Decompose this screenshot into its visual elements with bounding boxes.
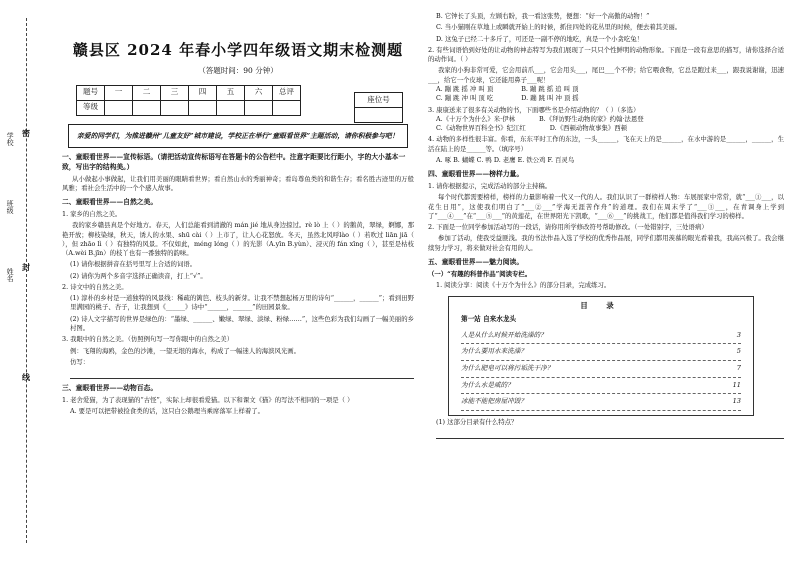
grade-label: 等级 — [77, 100, 105, 115]
toc-entry: 为什么要用水来洗澡？ — [461, 347, 527, 356]
q2-2: (2) 诗人文字描写的世界是绿色的：“墨绿、______、嫩绿、翠绿、淡绿、粉绿……”，这些色彩为我们勾画了一幅美丽的乡村图。 — [70, 314, 414, 333]
score-header-cell: 六 — [245, 85, 273, 100]
toc-chapter-text: 第一站 自来水龙头 — [461, 315, 517, 324]
r-q2-option-c: C. 蹦 跳 冲 叫 顶 吃 — [436, 94, 494, 103]
school-field[interactable]: 学校 — [6, 132, 15, 146]
toc-page: 5 — [736, 347, 741, 356]
q3-imitate-label: 仿写： — [70, 357, 90, 366]
toc-chapter-heading — [461, 312, 741, 328]
r-q2-passage: 我家的小狗非常可爱，它会用前爪___，它会用头___，尾巴___个不停；给它喂食物，它总是跑过来___，跟我说谢谢，迅速___，给它一个皮球，它还能用鼻子___呢！ — [428, 66, 784, 84]
score-header-cell: 一 — [105, 85, 133, 100]
section-4-heading: 四、童眼看世界——榜样力量。 — [428, 170, 524, 179]
q2-1: (1) 淳朴的乡村是一道独特的风景线：稀疏的篱笆、枝头的新芽。让我不禁想起杨万里的诗句“______，______”；看到田野里满园的桃子、杏子，让我想到《______》诗中“______，______”的田园景象。 — [70, 294, 414, 312]
s4-q1-passage: 每个时代都需要榜样，榜样的力量影响着一代又一代的人。我们认识了一群榜样人物：车展展家中常常，就“___①___，以花生日用”，这使我们明白了“___②___”学海无涯苦作舟”的道理。我们在周末学了“___③___，在青调身上学到了“___④___”在“___⑤___”的黄莲花，在世界阳光下凯歌，“___⑥___”的挑战工，他们都是值得我们学习的榜样。 — [428, 193, 784, 220]
toc-entry: 为什么肥皂可以将污垢洗干净？ — [461, 363, 554, 372]
toc-entry: 人是从什么时候开始洗澡的？ — [461, 330, 547, 339]
section-5-heading: 五、童眼看世界——魅力阅读。 — [428, 258, 524, 267]
s5-subheading: （一）“有趣的科普作品”阅读专栏。 — [428, 269, 532, 278]
toc-page: 3 — [736, 330, 741, 339]
toc-entry: 为什么水是咸的？ — [461, 380, 514, 389]
r-q3-options-row1 — [428, 115, 784, 124]
grade-cell[interactable] — [273, 100, 301, 115]
grade-cell[interactable] — [161, 100, 189, 115]
exam-timing: （答题时间：90 分钟） — [198, 65, 278, 75]
seat-cell[interactable] — [355, 108, 403, 123]
score-header-cell: 五 — [217, 85, 245, 100]
q2-heading: 2. 诗文中的自然之美。 — [62, 282, 128, 291]
binding-feng: 封 — [22, 262, 30, 272]
q3-heading: 3. 我眼中的自然之美。（仿照例句写一写你眼中的自然之美） — [62, 335, 234, 344]
right-column — [428, 10, 784, 555]
score-header-cell: 题号 — [77, 85, 105, 100]
score-header-cell: 三 — [161, 85, 189, 100]
section-1-passage: 从小做起小事做起，让我们用美丽的眼睛看世界；看自然山水的秀丽神奇；看岛尊鱼类的和谐生存；看名胜古迹里的万般风雅；看社会生活中的一个个感人故事。 — [62, 174, 414, 192]
q3-1-option-a: A. 要是可以把带被捡食类的话，这只白公鹅理当乘席落军上样着了。 — [70, 407, 265, 416]
s4-q2-passage: 参加了活动，使我受益匪浅。我的书法作品入选了学校的优秀作品展，同学们都用羡慕的眼光看着我，我高兴极了。我会继续努力学习，将来做对社会有用的人。 — [428, 234, 784, 252]
toc-row — [461, 361, 741, 378]
exam-title: 赣县区 2024 年春小学四年级语文期末检测题 — [72, 41, 404, 59]
binding-dashed-line — [26, 18, 27, 543]
toc-page: 13 — [732, 397, 741, 406]
grade-cell[interactable] — [105, 100, 133, 115]
score-header-cell: 四 — [189, 85, 217, 100]
toc-row — [461, 394, 741, 411]
class-field[interactable]: 班级 — [6, 200, 15, 214]
score-header-cell: 二 — [133, 85, 161, 100]
r-q3-option-d: D.《西顿动物故事集》西顿 — [549, 124, 628, 133]
answer-line[interactable] — [70, 370, 414, 379]
left-column — [62, 12, 414, 552]
q1b: (2) 请你为两个多音字选择正确读音，打上“√”。 — [70, 271, 207, 280]
option-c: C. 当小猫刚在草地上或瞬就开始上的时候，抓住四处的花丛里的时候，便去着其美丽。 — [436, 23, 682, 32]
toc-title: 目 录 — [580, 301, 622, 311]
r-q3-option-b: B.《拜访野生动物的家》约翰·法恩登 — [538, 114, 644, 123]
grade-cell[interactable] — [189, 100, 217, 115]
binding-margin — [0, 0, 60, 561]
r-q4: 4. 动物的多样性很丰富。你看，东东平时工作的东边，一头______，飞在天上的是______，在水中游的是______，______，生活在陆上的是______等。（填序号） — [428, 135, 784, 153]
r-q2-options-row1 — [428, 85, 784, 94]
q3-1: 1. 老舍爱猫，为了表现猫的“古怪”，实际上却很看爱猫。以下和课文《猫》的写法不相同的一项是（ ） — [62, 396, 354, 405]
q1a: (1) 请你根据拼音在括号里写上合适的词语。 — [70, 260, 197, 269]
binding-xian: 线 — [22, 372, 30, 382]
r-q3-option-a: A.《十万个为什么》米·伊林 — [436, 114, 515, 123]
q3-example: 例：飞翔的海鸥，金色的沙滩，一望无垠的海水，构成了一幅迷人的海滨风光画。 — [70, 346, 301, 355]
binding-mi: 密 — [22, 128, 30, 138]
name-field[interactable]: 姓名 — [6, 268, 15, 282]
score-header-cell: 总评 — [273, 85, 301, 100]
seat-label: 座位号 — [355, 93, 403, 108]
table-of-contents — [448, 296, 754, 415]
grade-cell[interactable] — [245, 100, 273, 115]
seat-table — [354, 92, 403, 123]
r-q3: 3. 康康送来了很多有关动物的书，下面哪些书是介绍动物的？（ ）（多选） — [428, 105, 640, 114]
score-table — [76, 85, 301, 116]
toc-row — [461, 328, 741, 345]
section-1-heading: 一、童眼看世界——宣传标语。（请把活动宣传标语写在答题卡的公告栏中。注意字距要比行距小，字的大小基本一致，写出字的结构美。） — [62, 152, 406, 171]
r-q3-option-c: C.《动物世界百科全书》纪江红 — [436, 124, 526, 133]
toc-row — [461, 378, 741, 395]
toc-entry: 冰能不能把房屋冲毁？ — [461, 397, 527, 406]
q1-heading: 1. 家乡的自然之美。 — [62, 209, 122, 218]
r-q2-option-d: D. 蹦 跳 叫 冲 顶 摇 — [521, 94, 579, 103]
notice-box: 亲爱的同学们，为推进赣州“儿童友好”城市建设，学校正在举行“童眼看世界”主题活动，请你积极参与吧！ — [68, 124, 408, 148]
toc-page: 11 — [732, 380, 741, 389]
last-question: (1) 这部分目录有什么特点？ — [436, 417, 518, 426]
grade-cell[interactable] — [133, 100, 161, 115]
r-q2-option-b: B. 蹦 跳 摇 追 叫 顶 — [521, 84, 579, 93]
section-3-heading: 三、童眼看世界——动物百态。 — [62, 384, 158, 393]
r-q2-option-a: A. 蹦 跳 摇 冲 叫 顶 — [436, 84, 494, 93]
r-q3-options-row2 — [428, 124, 784, 133]
r-q4-options: A. 啄 B. 蝴蝶 C. 鸭 D. 老鹰 E. 铁公鸡 F. 百灵鸟 — [436, 155, 575, 164]
q1-passage: 我的家乡赣县真是个好地方。春天，人们总能看到清澈的 mán jié 地从身边掠过。rè lò 上（ ）的鹅黄，翠绿，婀娜，那艳开放；柳枝染绿，秋天，诱人的水果、shū cài（ ）上市了，让人心花怒放。冬天，虽然北风呼lào（ ）若吹过 liān jiā（ ），但 zhāo lì（ ）有独特的风景。不仅如此，méng lóng（ ）的光影（A.yīn B.yùn）、浸灭的 fán xīng（ ），甚至是枯枝（A.wèi B.jīn）的枝丫也有一番独特的韵味。 — [62, 221, 414, 258]
section-2-heading: 二、童眼看世界——自然之美。 — [62, 198, 158, 207]
grade-cell[interactable] — [217, 100, 245, 115]
s4-q2: 2. 下面是一位同学参加活动写的一段话，请你用所学修改符号帮助修改。（一处错别字，三处语病） — [428, 223, 708, 232]
s4-q1: 1. 请你根据提示，完成活动的部分主持稿。 — [428, 182, 552, 191]
toc-page: 7 — [736, 363, 741, 372]
answer-line[interactable] — [436, 430, 784, 439]
option-d: D. 这兔子已经二十多斤了，可还是一副不停的地吃，真是一个小贪吃兔！ — [436, 34, 644, 43]
toc-row — [461, 344, 741, 361]
option-b: B. 它钟长了头顶，左顾右盼，我一看这张势，便想：“好一个高傲的动物！” — [436, 12, 650, 20]
r-q2: 2. 有些词语恰到好处的让动物的神态特写为我们展现了一只只个性鲜明的动物形象。下面是一段有意思的描写，请你选择合适的动作词。（ ） — [428, 45, 784, 64]
s5-q1: 1. 阅读分享：阅读《十万个为什么》的部分目录，完成练习。 — [436, 281, 611, 290]
r-q2-options-row2 — [428, 94, 784, 103]
